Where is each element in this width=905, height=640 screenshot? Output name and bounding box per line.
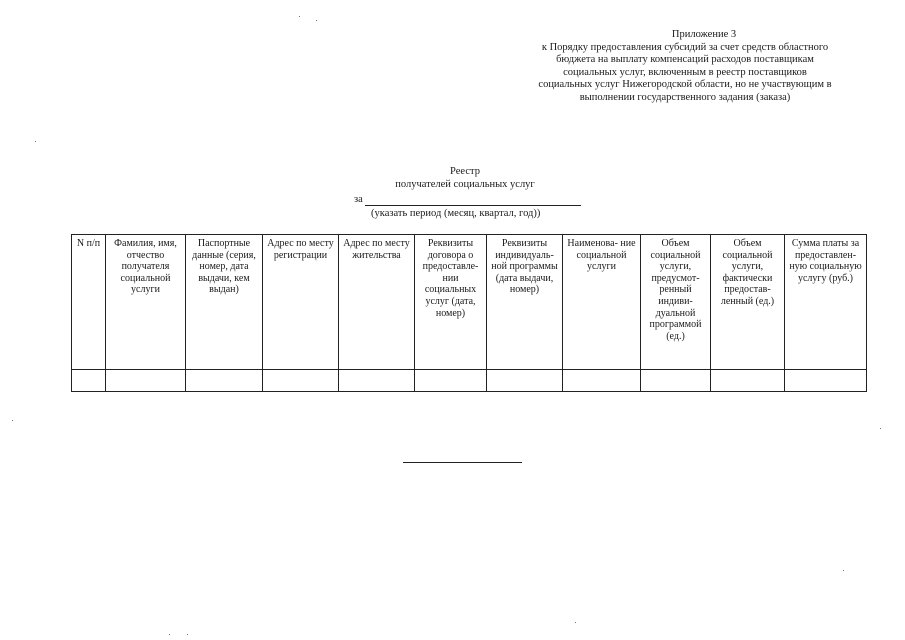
table-cell: [415, 370, 487, 392]
appendix-line: к Порядку предоставления субсидий за счет средств областного: [541, 41, 829, 53]
scan-speck: [880, 428, 881, 429]
table-row: [72, 370, 867, 392]
table-cell: [339, 370, 415, 392]
column-header-contract-details: Реквизиты договора о предоставле- нии социальных услуг (дата, номер): [415, 235, 487, 370]
period-hint: (указать период (месяц, квартал, год)): [371, 208, 541, 219]
column-header-full-name: Фамилия, имя, отчество получателя социальной услуги: [106, 235, 186, 370]
footer-separator-line: [403, 462, 522, 463]
appendix-line: социальных услуг Нижегородской области, но не участвующим в: [538, 79, 832, 91]
appendix-line: выполнении государственного задания (заказа): [579, 91, 791, 103]
column-header-actual-volume: Объем социальной услуги, фактически предостав- ленный (ед.): [711, 235, 785, 370]
scan-speck: [575, 622, 576, 623]
scan-speck: [12, 420, 13, 421]
appendix-title: Приложение 3: [671, 29, 737, 40]
table-cell: [563, 370, 641, 392]
appendix-line: бюджета на выплату компенсаций расходов поставщикам: [556, 54, 814, 66]
scan-speck: [316, 20, 317, 21]
table-cell: [487, 370, 563, 392]
registry-subtitle: получателей социальных услуг: [395, 179, 535, 190]
appendix-block: [500, 29, 870, 105]
table-cell: [186, 370, 263, 392]
registry-table: [71, 234, 867, 392]
scan-speck: [843, 570, 844, 571]
period-prefix: за: [354, 194, 363, 205]
scan-speck: [169, 634, 170, 635]
table-cell: [785, 370, 867, 392]
table-cell: [711, 370, 785, 392]
column-header-planned-volume: Объем социальной услуги, предусмот- ренный индиви- дуальной программой (ед.): [641, 235, 711, 370]
table-cell: [641, 370, 711, 392]
column-header-program-details: Реквизиты индивидуаль- ной программы (дата выдачи, номер): [487, 235, 563, 370]
table-cell: [106, 370, 186, 392]
registry-title: Реестр: [450, 166, 480, 177]
scan-speck: [187, 634, 188, 635]
column-header-registration-address: Адрес по месту регистрации: [263, 235, 339, 370]
registry-heading: [300, 165, 630, 191]
column-header-service-name: Наименова- ние социальной услуги: [563, 235, 641, 370]
table-header-row: [72, 235, 867, 370]
scan-speck: [299, 16, 300, 17]
period-field: [354, 194, 581, 206]
column-header-passport: Паспортные данные (серия, номер, дата выдачи, кем выдан): [186, 235, 263, 370]
scan-speck: [35, 141, 36, 142]
appendix-line: социальных услуг, включенным в реестр поставщиков: [563, 66, 807, 78]
table-cell: [72, 370, 106, 392]
column-header-number: N п/п: [72, 235, 106, 370]
column-header-fee-amount: Сумма платы за предоставлен- ную социальную услугу (руб.): [785, 235, 867, 370]
period-blank-line: [365, 195, 581, 206]
table-cell: [263, 370, 339, 392]
column-header-residence-address: Адрес по месту жительства: [339, 235, 415, 370]
